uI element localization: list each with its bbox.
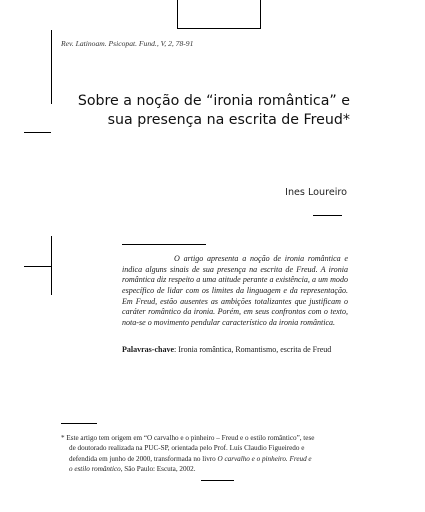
cross-horizontal-rule — [24, 266, 51, 267]
cross-vertical-rule — [51, 236, 52, 295]
footnote-line-4-text: , São Paulo: Escuta, 2002. — [120, 465, 196, 474]
journal-header: Rev. Latinoam. Psicopat. Fund., V, 2, 78-91 — [61, 39, 194, 48]
keywords-text: Ironia romântica, Romantismo, escrita de Freud — [178, 345, 332, 354]
footnote-book-title-part1: O carvalho e o pinheiro. Freud e — [217, 454, 312, 463]
top-horizontal-rule — [177, 28, 261, 29]
abstract-text: O artigo apresenta a noção de ironia romântica e indica alguns sinais de sua presença na escrita de Freud. A ironia romântica diz respeito a uma atitude perante a existência, a um modo específico de lidar com os limites da linguagem e da representação. Em Freud, estão ausentes as ambições totalizantes que justificam o caráter romântico da ironia. Porém, em seus confrontos com o texto, nota-se o movimento pendular característico da ironia romântica. — [122, 254, 348, 327]
abstract-top-rule — [122, 244, 206, 245]
top-vertical-rule-left — [177, 0, 178, 29]
title-line-2: sua presença na escrita de Freud* — [107, 111, 350, 128]
article-title — [20, 92, 350, 129]
footnote-line-3-text: defendida em junho de 2000, transformada no livro — [69, 454, 218, 463]
footnote-line-2: de doutorado realizada na PUC-SP, orientada pelo Prof. Luís Claudio Figueiredo e — [69, 444, 305, 453]
author-divider-rule — [313, 215, 342, 216]
author-name: Ines Loureiro — [285, 187, 347, 198]
footnote — [61, 433, 354, 474]
footnote-book-title-part2: o estilo romântico — [69, 465, 121, 474]
bottom-rule — [201, 480, 234, 481]
keywords-separator: : — [174, 345, 179, 354]
keywords-label: Palavras-chave — [122, 345, 174, 354]
title-line-1: Sobre a noção de “ironia romântica” e — [77, 93, 350, 109]
footnote-line-1: * Este artigo tem origem em “O carvalho e o pinheiro – Freud e o estilo romântico”, tese — [61, 434, 315, 442]
title-side-rule — [24, 132, 51, 133]
top-vertical-rule-right — [260, 0, 261, 29]
footnote-line-3 — [61, 454, 354, 464]
keywords-line — [122, 345, 362, 355]
footnote-line-4 — [61, 464, 354, 474]
footnote-rule — [61, 423, 97, 424]
